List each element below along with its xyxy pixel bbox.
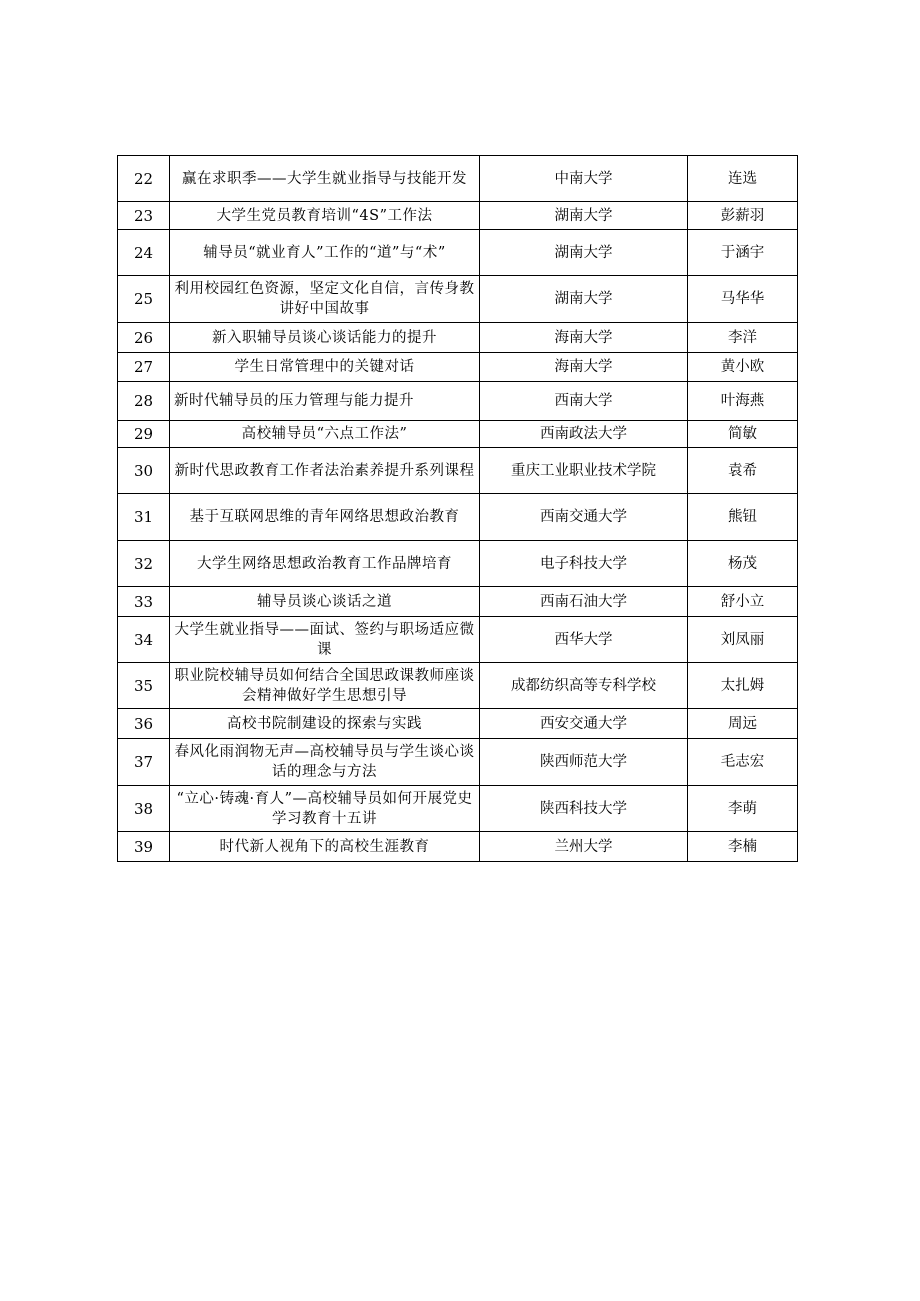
row-number: 37	[118, 739, 170, 786]
table-row	[118, 617, 798, 663]
instructor-name: 毛志宏	[688, 739, 798, 786]
instructor-name: 李楠	[688, 832, 798, 862]
instructor-name: 连选	[688, 156, 798, 202]
row-number: 28	[118, 382, 170, 421]
table-row	[118, 832, 798, 862]
instructor-name: 马华华	[688, 276, 798, 323]
table-row	[118, 786, 798, 832]
school-name: 重庆工业职业技术学院	[480, 448, 688, 494]
course-title: 学生日常管理中的关键对话	[170, 353, 480, 382]
course-title: “立心·铸魂·育人”—高校辅导员如何开展党史学习教育十五讲	[170, 786, 480, 832]
course-title: 辅导员谈心谈话之道	[170, 587, 480, 617]
course-title: 高校书院制建设的探索与实践	[170, 709, 480, 739]
school-name: 成都纺织高等专科学校	[480, 663, 688, 709]
course-title: 基于互联网思维的青年网络思想政治教育	[170, 494, 480, 541]
row-number: 24	[118, 230, 170, 276]
table-row	[118, 421, 798, 448]
table-row	[118, 323, 798, 353]
course-title: 大学生党员教育培训“4S”工作法	[170, 202, 480, 230]
course-title: 新入职辅导员谈心谈话能力的提升	[170, 323, 480, 353]
school-name: 湖南大学	[480, 230, 688, 276]
instructor-name: 周远	[688, 709, 798, 739]
table-row	[118, 382, 798, 421]
table-row	[118, 587, 798, 617]
row-number: 36	[118, 709, 170, 739]
table-row	[118, 353, 798, 382]
school-name: 西南大学	[480, 382, 688, 421]
school-name: 西南政法大学	[480, 421, 688, 448]
school-name: 陕西科技大学	[480, 786, 688, 832]
course-title: 赢在求职季——大学生就业指导与技能开发	[170, 156, 480, 202]
instructor-name: 刘凤丽	[688, 617, 798, 663]
instructor-name: 简敏	[688, 421, 798, 448]
row-number: 31	[118, 494, 170, 541]
school-name: 湖南大学	[480, 276, 688, 323]
instructor-name: 叶海燕	[688, 382, 798, 421]
row-number: 30	[118, 448, 170, 494]
school-name: 中南大学	[480, 156, 688, 202]
row-number: 39	[118, 832, 170, 862]
school-name: 海南大学	[480, 353, 688, 382]
school-name: 海南大学	[480, 323, 688, 353]
course-title: 辅导员“就业育人”工作的“道”与“术”	[170, 230, 480, 276]
instructor-name: 太扎姆	[688, 663, 798, 709]
table-row	[118, 230, 798, 276]
instructor-name: 彭薪羽	[688, 202, 798, 230]
instructor-name: 舒小立	[688, 587, 798, 617]
course-title: 大学生就业指导——面试、签约与职场适应微课	[170, 617, 480, 663]
instructor-name: 于涵宇	[688, 230, 798, 276]
row-number: 26	[118, 323, 170, 353]
instructor-name: 黄小欧	[688, 353, 798, 382]
row-number: 25	[118, 276, 170, 323]
instructor-name: 袁希	[688, 448, 798, 494]
school-name: 电子科技大学	[480, 541, 688, 587]
row-number: 23	[118, 202, 170, 230]
school-name: 西安交通大学	[480, 709, 688, 739]
row-number: 22	[118, 156, 170, 202]
school-name: 陕西师范大学	[480, 739, 688, 786]
table-row	[118, 448, 798, 494]
course-title: 春风化雨润物无声—高校辅导员与学生谈心谈话的理念与方法	[170, 739, 480, 786]
row-number: 35	[118, 663, 170, 709]
course-list-table	[117, 155, 798, 862]
school-name: 西南石油大学	[480, 587, 688, 617]
row-number: 38	[118, 786, 170, 832]
table-row	[118, 156, 798, 202]
table-row	[118, 494, 798, 541]
instructor-name: 李洋	[688, 323, 798, 353]
course-title: 大学生网络思想政治教育工作品牌培育	[170, 541, 480, 587]
course-title: 时代新人视角下的高校生涯教育	[170, 832, 480, 862]
table-row	[118, 709, 798, 739]
table-row	[118, 739, 798, 786]
row-number: 27	[118, 353, 170, 382]
school-name: 西南交通大学	[480, 494, 688, 541]
course-title: 新时代思政教育工作者法治素养提升系列课程	[170, 448, 480, 494]
instructor-name: 熊钮	[688, 494, 798, 541]
instructor-name: 杨茂	[688, 541, 798, 587]
table-row	[118, 541, 798, 587]
school-name: 湖南大学	[480, 202, 688, 230]
row-number: 29	[118, 421, 170, 448]
table-row	[118, 276, 798, 323]
instructor-name: 李萌	[688, 786, 798, 832]
table-row	[118, 202, 798, 230]
row-number: 34	[118, 617, 170, 663]
table-row	[118, 663, 798, 709]
course-title: 利用校园红色资源，坚定文化自信，言传身教讲好中国故事	[170, 276, 480, 323]
school-name: 兰州大学	[480, 832, 688, 862]
course-title: 新时代辅导员的压力管理与能力提升	[170, 382, 480, 421]
row-number: 33	[118, 587, 170, 617]
course-title: 高校辅导员“六点工作法”	[170, 421, 480, 448]
row-number: 32	[118, 541, 170, 587]
course-title: 职业院校辅导员如何结合全国思政课教师座谈会精神做好学生思想引导	[170, 663, 480, 709]
school-name: 西华大学	[480, 617, 688, 663]
